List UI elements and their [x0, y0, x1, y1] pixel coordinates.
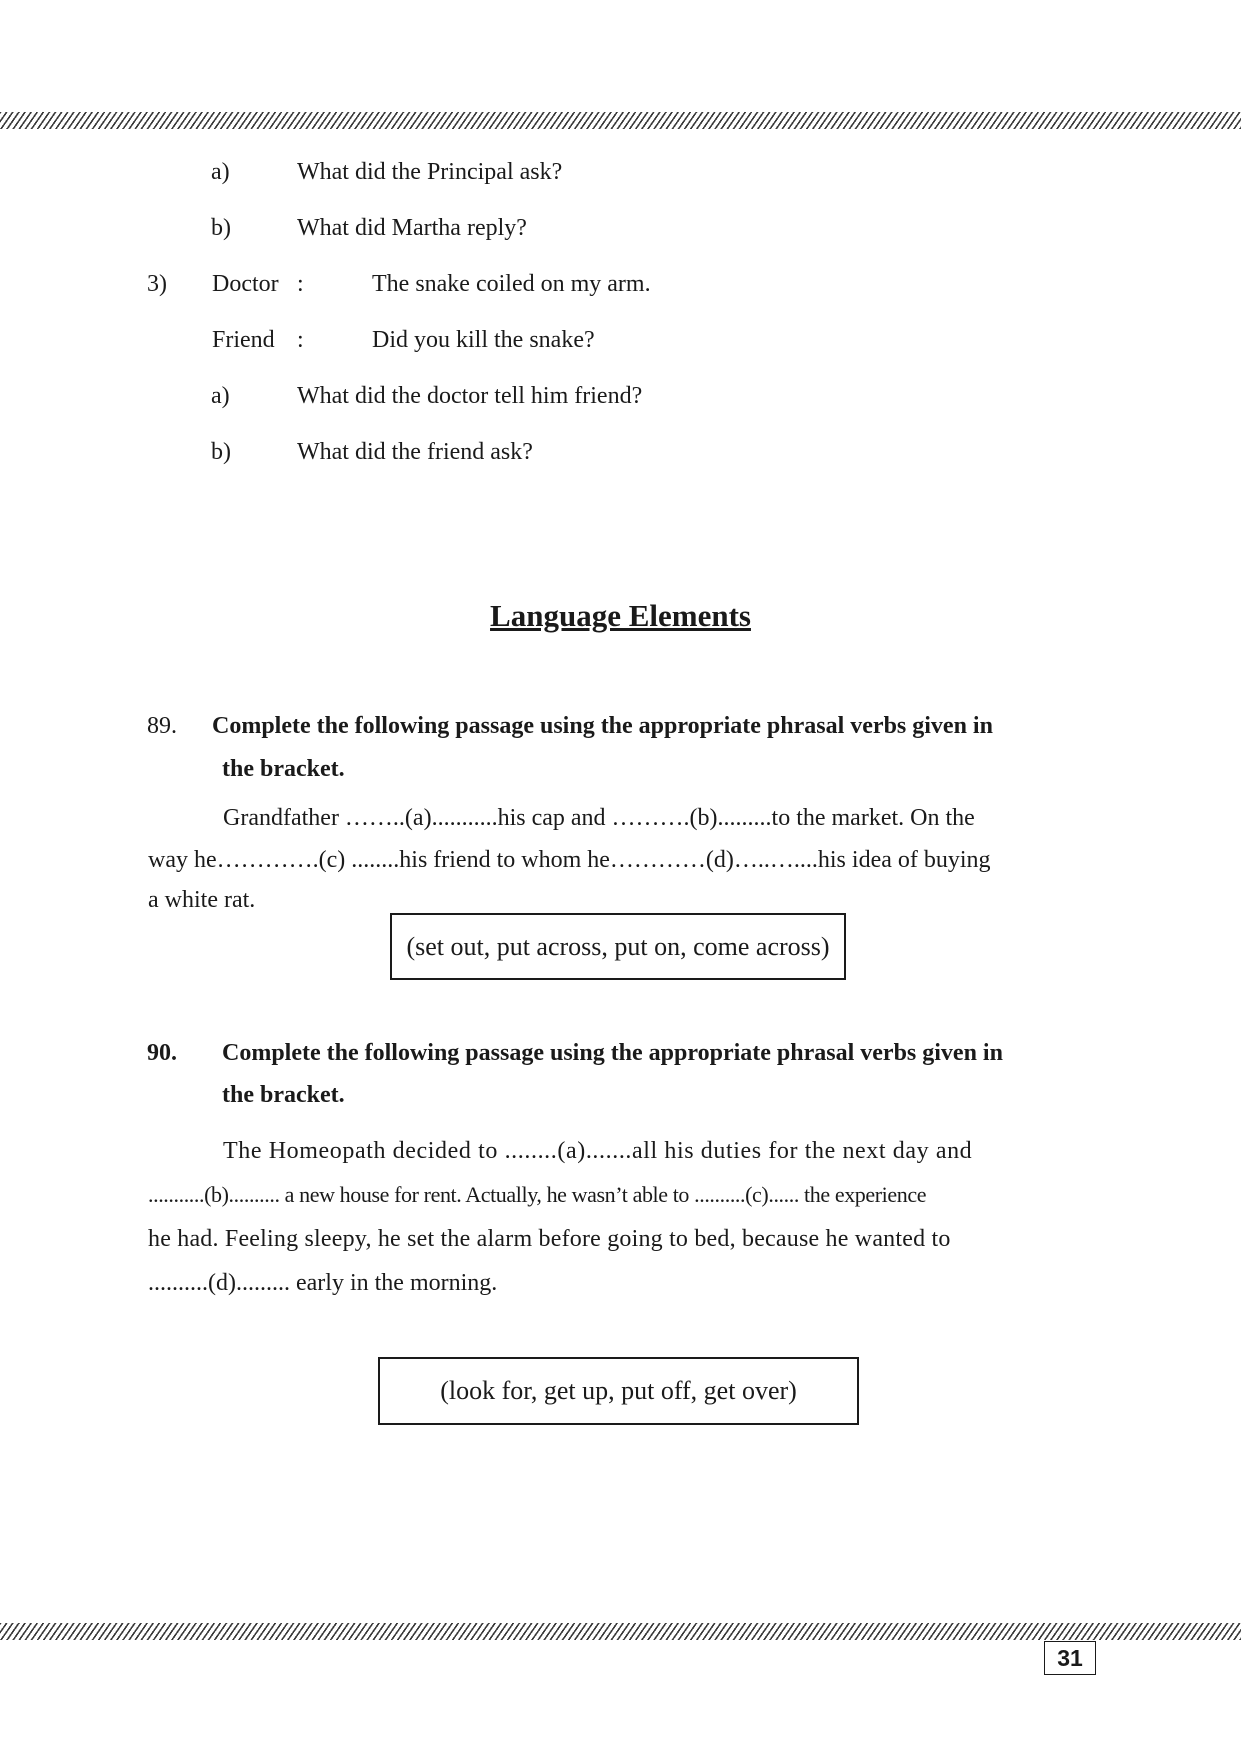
q3-item-a-label: a): [211, 383, 230, 409]
q89-passage-line2: way he………….(c) ........his friend to whom he…………(d)…..…....his idea of buying: [148, 847, 991, 873]
q3-item-a-text: What did the doctor tell him friend?: [297, 383, 643, 409]
q90-number: 90.: [147, 1040, 177, 1066]
q3-item-b-text: What did the friend ask?: [297, 439, 533, 465]
q90-instruction-line1: Complete the following passage using the appropriate phrasal verbs given in: [222, 1040, 1003, 1066]
q89-passage-line1: Grandfather ……..(a)...........his cap and ……….(b).........to the market. On the: [223, 805, 975, 831]
q2-item-b-text: What did Martha reply?: [297, 215, 527, 241]
q90-passage-line1: The Homeopath decided to ........(a).......all his duties for the next day and: [223, 1138, 973, 1164]
q89-passage: [148, 797, 1092, 919]
q3-item-b-label: b): [211, 439, 231, 465]
top-hatched-border: [0, 112, 1241, 129]
q89-passage-row-1: [148, 797, 1092, 839]
section-title: Language Elements: [490, 598, 751, 633]
q3-number: 3): [147, 271, 167, 297]
q90-passage: [148, 1129, 1092, 1305]
q3-line-friend: Did you kill the snake?: [372, 327, 595, 353]
q90-passage-row-2: [148, 1173, 1092, 1217]
q89-options: (set out, put across, put on, come across): [406, 931, 830, 961]
q2-item-b-label: b): [211, 215, 231, 241]
q90-passage-line2: ...........(b).......... a new house for rent. Actually, he wasn’t able to ..........(c)...... the experience: [148, 1182, 927, 1207]
q2-item-a-text: What did the Principal ask?: [297, 159, 563, 185]
q90-instruction-line2: the bracket.: [222, 1082, 345, 1108]
q89-number: 89.: [147, 713, 177, 739]
q3-line-doctor: The snake coiled on my arm.: [372, 271, 651, 297]
q90-passage-row-3: [148, 1217, 1092, 1261]
q3-colon-doctor: :: [297, 271, 304, 297]
q3-colon-friend: :: [297, 327, 304, 353]
q89-passage-row-2: [148, 839, 1092, 881]
q90-passage-row-4: [148, 1261, 1092, 1305]
q90-passage-line3: he had. Feeling sleepy, he set the alarm before going to bed, because he wanted to: [148, 1226, 951, 1252]
q89-options-box: [390, 913, 846, 980]
q90-options-box: [378, 1357, 859, 1425]
q2-item-a-label: a): [211, 159, 230, 185]
q89-instruction-line1: Complete the following passage using the appropriate phrasal verbs given in: [212, 713, 993, 739]
bottom-hatched-border: [0, 1623, 1241, 1640]
q89-passage-line3: a white rat.: [148, 887, 256, 913]
q90-options: (look for, get up, put off, get over): [440, 1376, 797, 1405]
q3-speaker-friend: Friend: [212, 327, 275, 353]
q90-passage-row-1: [148, 1129, 1092, 1173]
q90-passage-line4: ..........(d)......... early in the morning.: [148, 1270, 498, 1296]
q89-instruction-line2: the bracket.: [222, 756, 345, 782]
q3-speaker-doctor: Doctor: [212, 271, 279, 297]
page-number: 31: [1044, 1641, 1096, 1675]
